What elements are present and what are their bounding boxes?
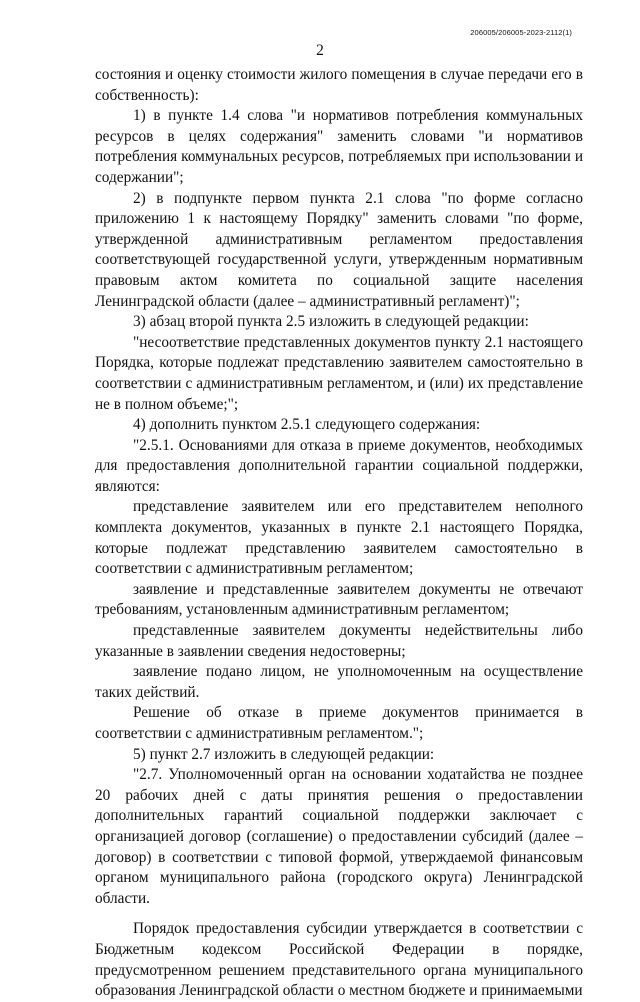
paragraph: состояния и оценку стоимости жилого помещения в случае передачи его в собственность): [95, 66, 583, 104]
document-body [95, 65, 583, 1002]
page-number: 2 [316, 42, 324, 59]
paragraph: представленные заявителем документы недействительны либо указанные в заявлении сведения недостоверны; [95, 622, 583, 660]
document-id: 206005/206005-2023-2112(1) [470, 28, 572, 37]
paragraph: представление заявителем или его представителем неполного комплекта документов, указанных в пункте 2.1 настоящего Порядка, которые подлежат представлению заявителем самостоятельно в соответствии с административным регламентом; [95, 498, 583, 578]
paragraph: "2.5.1. Основаниями для отказа в приеме документов, необходимых для предоставления дополнительной гарантии социальной поддержки, являются: [95, 436, 583, 495]
paragraph: 3) абзац второй пункта 2.5 изложить в следующей редакции: [133, 313, 529, 331]
paragraph: "2.7. Уполномоченный орган на основании ходатайства не позднее 20 рабочих дней с даты принятия решения о предоставлении дополнительных гарантий социальной поддержки заключает с организацией договор (соглашение) о предоставлении субсидий (далее – договор) в соответствии с типовой формой, утверждаемой финансовым органом муниципального района (городского округа) Ленинградской области. [95, 766, 583, 907]
paragraph: 5) пункт 2.7 изложить в следующей редакции: [133, 745, 435, 763]
paragraph: заявление подано лицом, не уполномоченным на осуществление таких действий. [95, 663, 583, 701]
paragraph: 4) дополнить пунктом 2.5.1 следующего содержания: [133, 416, 481, 434]
paragraph: "несоответствие представленных документов пункту 2.1 настоящего Порядка, которые подлежат представлению заявителем самостоятельно в соответствии с административным регламентом, и (или) их представление не в полном объеме;"; [95, 333, 583, 413]
paragraph: Порядок предоставления субсидии утверждается в соответствии с Бюджетным кодексом Российской Федерации в порядке, предусмотренном решением представительного органа муниципального образования Ленинградской области о местном бюджете и принимаемыми [95, 920, 583, 1000]
paragraph: 2) в подпункте первом пункта 2.1 слова "по форме согласно приложению 1 к настоящему Порядку" заменить словами "по форме, утвержденной административным регламентом предоставления соответствующей государственной услуги, утвержденным нормативным правовым актом комитета по социальной защите населения Ленинградской области (далее – административный регламент)"; [95, 189, 583, 310]
paragraph: заявление и представленные заявителем документы не отвечают требованиям, установленным административным регламентом; [95, 580, 583, 619]
paragraph: Решение об отказе в приеме документов принимается в соответствии с административным регламентом."; [95, 704, 583, 742]
paragraph: 1) в пункте 1.4 слова "и нормативов потребления коммунальных ресурсов в целях содержания" заменить словами "и нормативов потребления коммунальных ресурсов, потребляемых при использовании и содержании"; [95, 107, 583, 186]
